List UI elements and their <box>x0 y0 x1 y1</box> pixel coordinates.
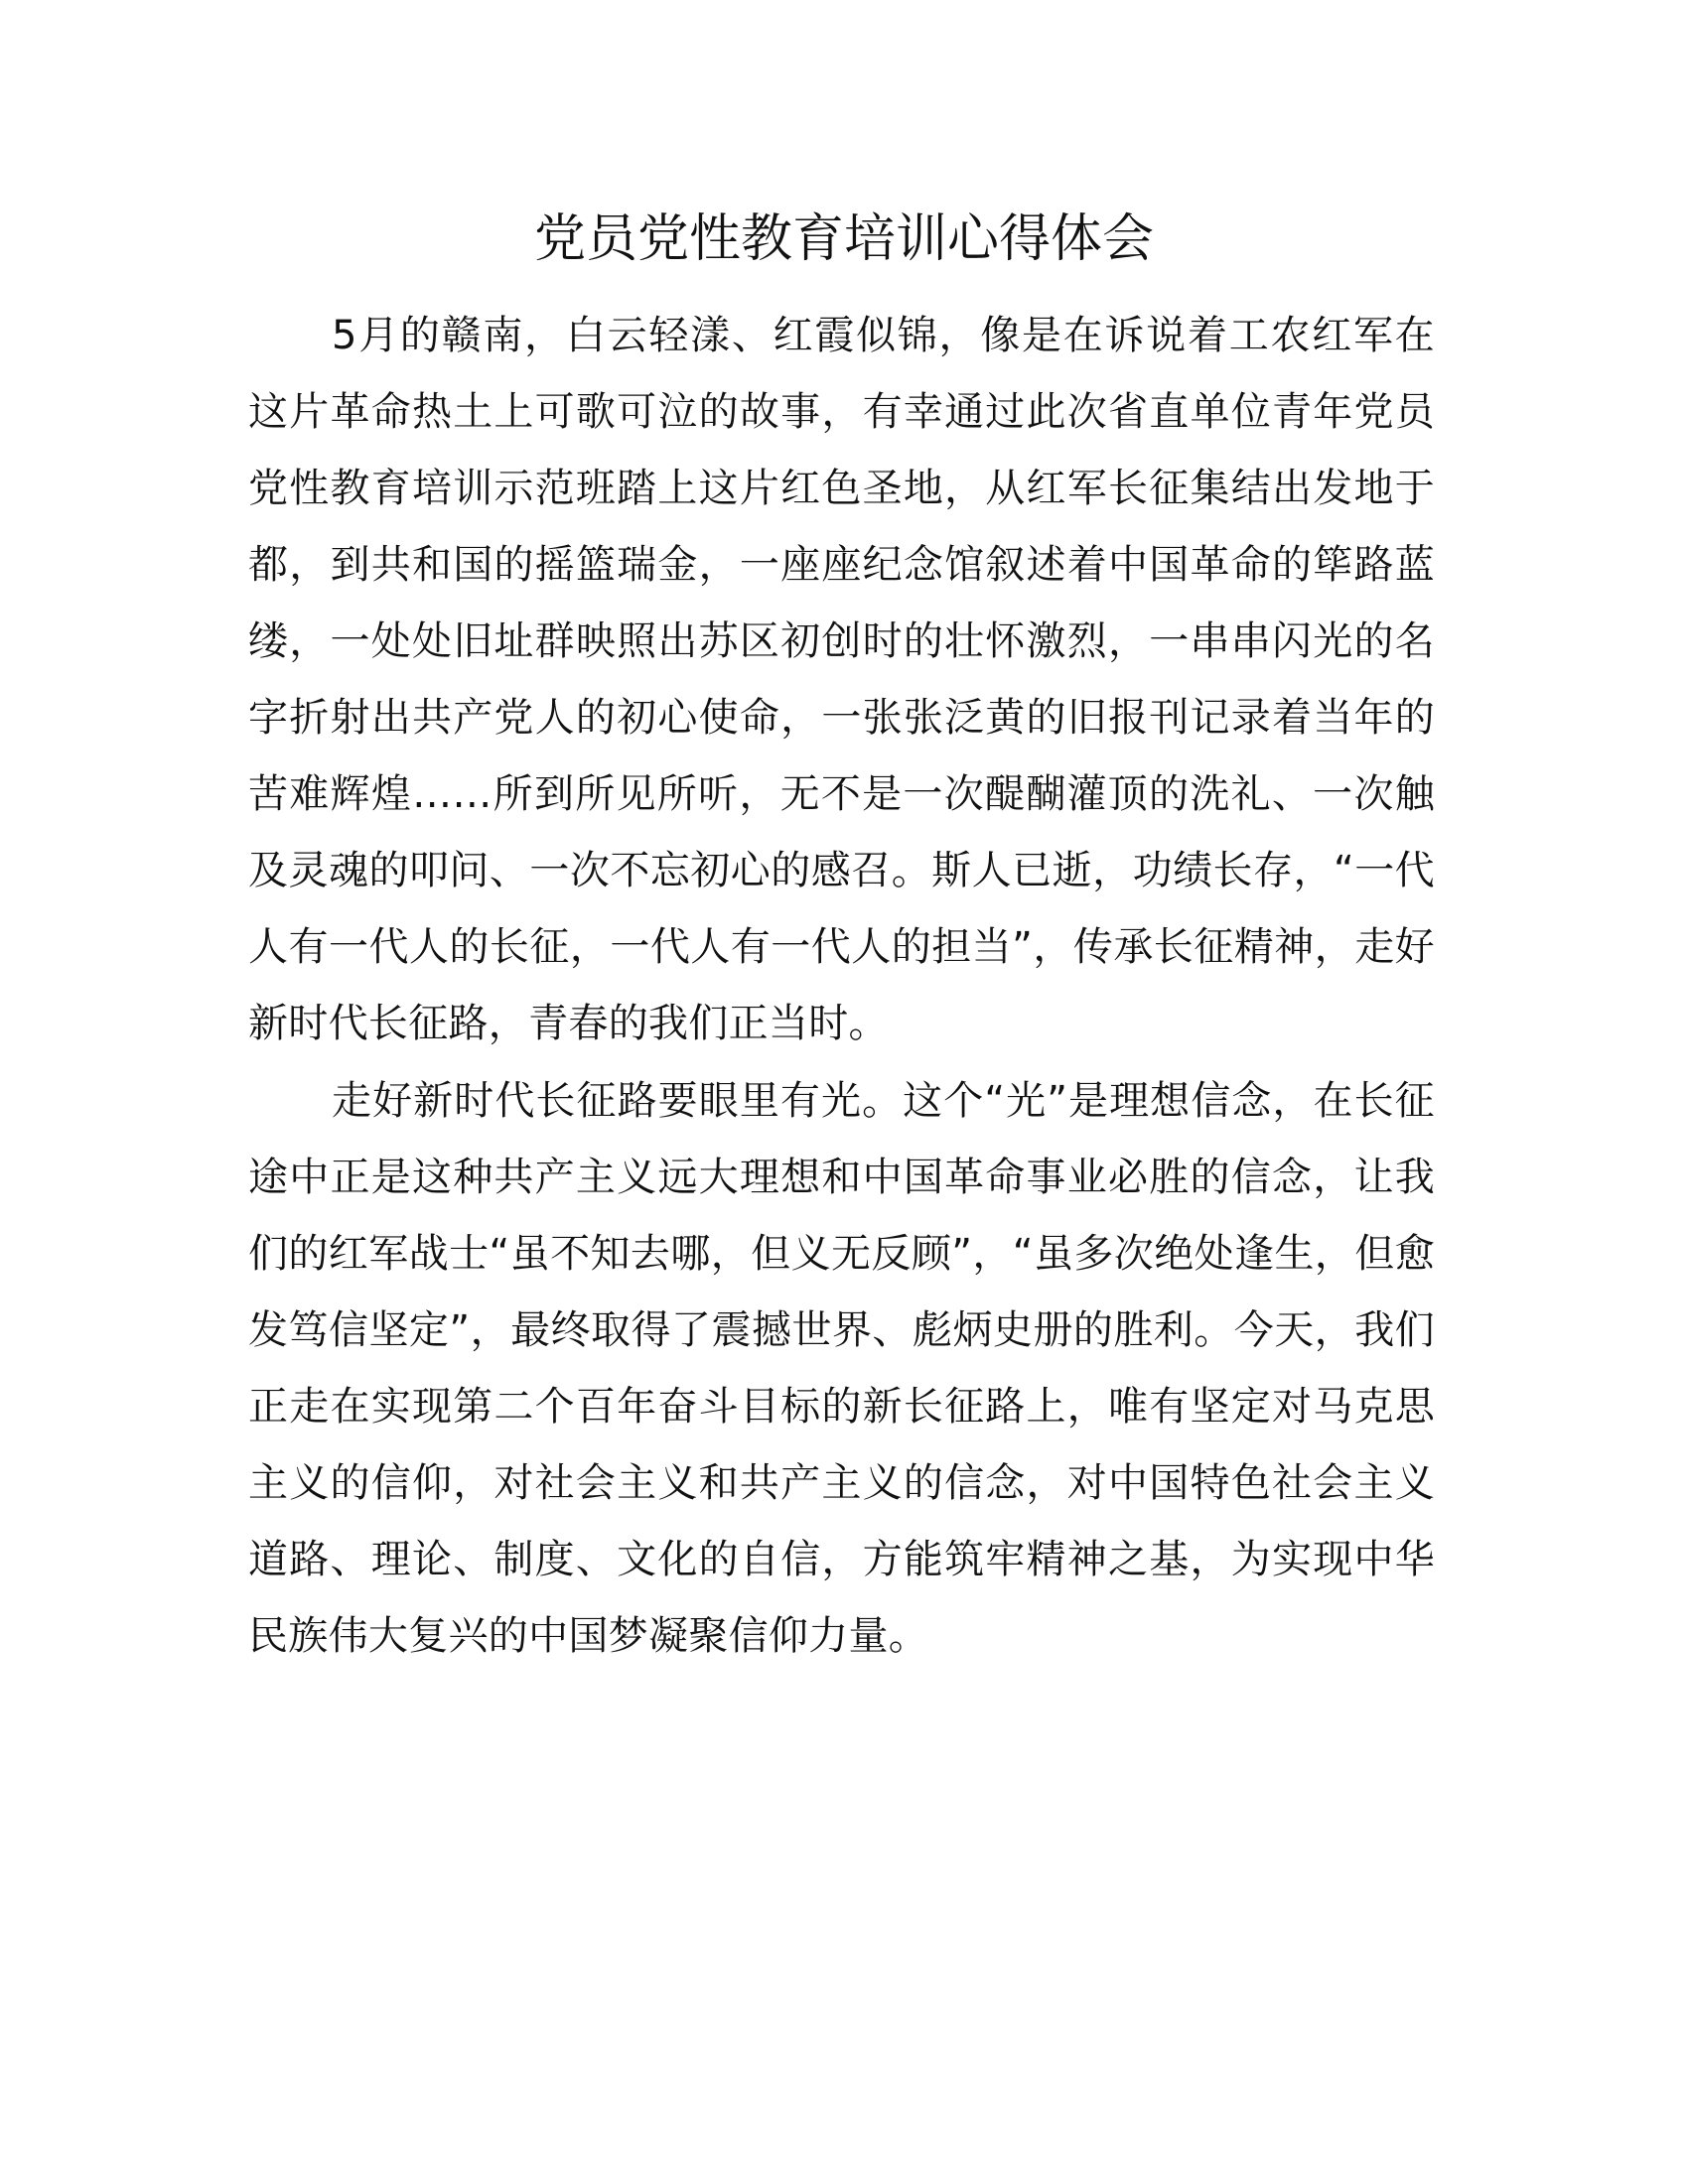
document-title: 党员党性教育培训心得体会 <box>533 209 1154 269</box>
paragraph-2: 走好新时代长征路要眼里有光。这个“光”是理想信念，在长征途中正是这种共产主义远大理想和中国革命事业必胜的信念，让我们的红军战士“虽不知去哪，但义无反顾”，“虽多次绝处逢生，但愈发笃信坚定”，最终取得了震撼世界、彪炳史册的胜利。今天，我们正走在实现第二个百年奋斗目标的新长征路上，唯有坚定对马克思主义的信仰，对社会主义和共产主义的信念，对中国特色社会主义道路、理论、制度、文化的自信，方能筑牢精神之基，为实现中华民族伟大复兴的中国梦凝聚信仰力量。 <box>248 1078 1435 1659</box>
document-body <box>248 298 1435 1675</box>
paragraph-1: 5月的赣南，白云轻漾、红霞似锦，像是在诉说着工农红军在这片革命热土上可歌可泣的故事，有幸通过此次省直单位青年党员党性教育培训示范班踏上这片红色圣地，从红军长征集结出发地于都，到共和国的摇篮瑞金，一座座纪念馆叙述着中国革命的筚路蓝缕，一处处旧址群映照出苏区初创时的壮怀激烈，一串串闪光的名字折射出共产党人的初心使命，一张张泛黄的旧报刊记录着当年的苦难辉煌……所到所见所听，无不是一次醍醐灌顶的洗礼、一次触及灵魂的叩问、一次不忘初心的感召。斯人已逝，功绩长存，“一代人有一代人的长征，一代人有一代人的担当”，传承长征精神，走好新时代长征路，青春的我们正当时。 <box>248 313 1435 1046</box>
